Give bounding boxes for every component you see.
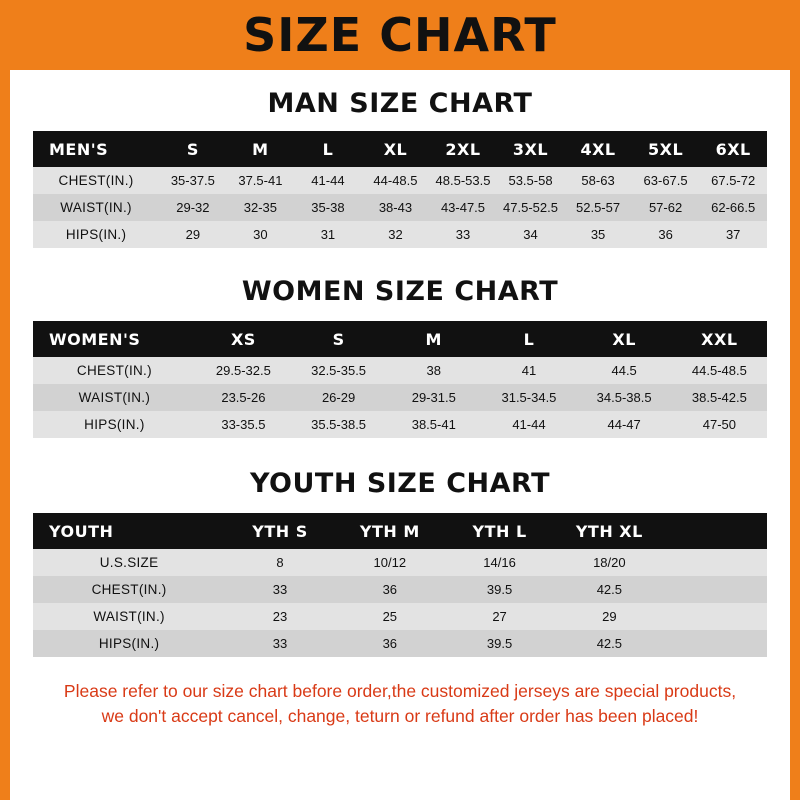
youth-row0-spacer — [664, 549, 767, 576]
youth-row0-cell2: 10/12 — [373, 555, 407, 570]
men-header-cell-7: 4XL — [580, 139, 616, 159]
men-header-cell-5: 2XL — [445, 139, 481, 159]
women-row0-cell3: 38 — [426, 363, 441, 378]
men-row0-cell2: 37.5-41 — [238, 173, 283, 188]
women-size-table-wrapper — [33, 321, 767, 438]
youth-header-cell-3: YTH L — [472, 521, 527, 541]
men-row1-label: WAIST(IN.) — [60, 200, 132, 215]
men-section-title: MAN SIZE CHART — [267, 88, 533, 119]
table-row — [33, 603, 767, 630]
women-row1-cell4: 31.5-34.5 — [501, 390, 557, 405]
men-row0-cell1: 35-37.5 — [170, 173, 215, 188]
men-row2-cell4: 32 — [388, 227, 403, 242]
men-row2-cell1: 29 — [185, 227, 201, 242]
men-row1-cell8: 57-62 — [648, 200, 683, 215]
men-row2-cell7: 35 — [590, 227, 606, 242]
women-header-cell-1: XS — [230, 329, 256, 349]
youth-header-row — [33, 513, 767, 549]
women-header-cell-2: S — [332, 329, 345, 349]
men-header-cell-0: MEN'S — [49, 139, 109, 159]
table-row — [33, 167, 767, 194]
men-row1-cell7: 52.5-57 — [576, 200, 621, 215]
youth-row2-spacer — [664, 603, 767, 630]
men-row0-cell5: 48.5-53.5 — [435, 173, 491, 188]
men-table-head — [33, 131, 767, 167]
youth-row3-cell3: 39.5 — [486, 636, 513, 651]
men-row1-cell1: 29-32 — [176, 200, 210, 215]
men-row2-cell6: 34 — [523, 227, 538, 242]
youth-table-body — [33, 549, 767, 657]
women-row2-cell2: 35.5-38.5 — [311, 417, 367, 432]
women-header-cell-4: L — [523, 329, 535, 349]
youth-row0-cell4: 18/20 — [593, 555, 626, 570]
women-row1-label: WAIST(IN.) — [78, 390, 151, 405]
men-header-cell-3: L — [322, 139, 334, 159]
men-row2-cell2: 30 — [253, 227, 268, 242]
youth-header-cell-1: YTH S — [252, 521, 308, 541]
youth-row1-cell2: 36 — [382, 582, 398, 597]
table-row — [33, 630, 767, 657]
men-header-cell-1: S — [186, 139, 199, 159]
youth-row0-cell1: 8 — [276, 555, 284, 570]
women-table-body — [33, 357, 767, 438]
youth-header-cell-2: YTH M — [359, 521, 420, 541]
women-header-cell-3: M — [425, 329, 442, 349]
youth-row3-label: HIPS(IN.) — [98, 636, 160, 651]
women-row2-cell6: 47-50 — [702, 417, 736, 432]
table-row — [33, 549, 767, 576]
women-table-head — [33, 321, 767, 357]
men-row2-cell3: 31 — [320, 227, 336, 242]
youth-row1-spacer — [664, 576, 767, 603]
youth-header-spacer — [664, 513, 767, 549]
men-row2-cell9: 37 — [725, 227, 741, 242]
youth-row1-label: CHEST(IN.) — [91, 582, 167, 597]
women-row1-cell6: 38.5-42.5 — [691, 390, 747, 405]
youth-row0-cell3: 14/16 — [483, 555, 516, 570]
youth-row2-cell4: 29 — [602, 609, 617, 624]
men-row0-cell6: 53.5-58 — [508, 173, 553, 188]
men-size-table-wrapper — [33, 131, 767, 248]
men-row0-cell8: 63-67.5 — [643, 173, 688, 188]
women-header-cell-5: XL — [612, 329, 636, 349]
women-row0-cell1: 29.5-32.5 — [215, 363, 271, 378]
women-size-table — [33, 321, 767, 438]
table-row — [33, 576, 767, 603]
women-row0-cell2: 32.5-35.5 — [311, 363, 367, 378]
youth-row0-label: U.S.SIZE — [99, 555, 159, 570]
youth-row2-cell1: 23 — [272, 609, 288, 624]
men-row0-cell7: 58-63 — [581, 173, 615, 188]
women-row1-cell1: 23.5-26 — [221, 390, 266, 405]
youth-row2-label: WAIST(IN.) — [93, 609, 165, 624]
order-policy-line-1: Please refer to our size chart before order,the customized jerseys are special products, — [63, 681, 737, 701]
women-header-cell-6: XXL — [701, 329, 738, 349]
women-section-title: WOMEN SIZE CHART — [241, 276, 559, 307]
men-row2-label: HIPS(IN.) — [65, 227, 127, 242]
youth-row2-cell2: 25 — [382, 609, 398, 624]
youth-row1-cell3: 39.5 — [486, 582, 513, 597]
order-policy-line-2: we don't accept cancel, change, teturn or refund after order has been placed! — [101, 706, 699, 727]
men-table-body — [33, 167, 767, 248]
women-row0-cell5: 44.5 — [611, 363, 637, 378]
order-policy-note — [26, 679, 774, 730]
table-row — [33, 194, 767, 221]
youth-row3-cell4: 42.5 — [596, 636, 622, 651]
women-row1-cell3: 29-31.5 — [411, 390, 456, 405]
men-row0-cell3: 41-44 — [311, 173, 345, 188]
table-row — [33, 384, 767, 411]
youth-header-cell-0: YOUTH — [49, 521, 114, 541]
men-row1-cell5: 43-47.5 — [440, 200, 486, 215]
youth-table-head — [33, 513, 767, 549]
women-row0-label: CHEST(IN.) — [76, 363, 152, 378]
table-row — [33, 357, 767, 384]
table-row — [33, 411, 767, 438]
men-header-row — [33, 131, 767, 167]
men-size-table — [33, 131, 767, 248]
men-row1-cell4: 38-43 — [378, 200, 413, 215]
men-header-cell-8: 5XL — [647, 139, 684, 159]
women-row2-label: HIPS(IN.) — [84, 417, 145, 432]
women-row2-cell1: 33-35.5 — [221, 417, 266, 432]
men-header-cell-9: 6XL — [715, 139, 751, 159]
men-row1-cell9: 62-66.5 — [711, 200, 756, 215]
men-row0-cell4: 44-48.5 — [373, 173, 418, 188]
youth-row1-cell4: 42.5 — [596, 582, 622, 597]
page-title: SIZE CHART — [243, 8, 557, 62]
page-banner — [0, 0, 800, 70]
youth-row1-cell1: 33 — [272, 582, 288, 597]
women-row0-cell4: 41 — [521, 363, 537, 378]
women-row2-cell5: 44-47 — [607, 417, 641, 432]
youth-row3-cell2: 36 — [382, 636, 398, 651]
women-row2-cell4: 41-44 — [512, 417, 546, 432]
women-header-row — [33, 321, 767, 357]
men-row2-cell8: 36 — [658, 227, 673, 242]
youth-row3-spacer — [664, 630, 767, 657]
men-row0-label: CHEST(IN.) — [58, 173, 134, 188]
youth-section-title: YOUTH SIZE CHART — [249, 468, 551, 499]
women-header-cell-0: WOMEN'S — [49, 329, 141, 349]
men-row0-cell9: 67.5-72 — [711, 173, 756, 188]
men-row1-cell6: 47.5-52.5 — [503, 200, 558, 215]
youth-size-table — [33, 513, 767, 657]
men-row1-cell2: 32-35 — [243, 200, 278, 215]
men-row1-cell3: 35-38 — [311, 200, 345, 215]
youth-size-table-wrapper — [33, 513, 767, 657]
women-row2-cell3: 38.5-41 — [411, 417, 456, 432]
men-header-cell-6: 3XL — [512, 139, 549, 159]
women-row0-cell6: 44.5-48.5 — [691, 363, 747, 378]
men-row2-cell5: 33 — [455, 227, 471, 242]
table-row — [33, 221, 767, 248]
youth-row2-cell3: 27 — [492, 609, 507, 624]
youth-row3-cell1: 33 — [272, 636, 288, 651]
women-row1-cell5: 34.5-38.5 — [596, 390, 652, 405]
men-header-cell-4: XL — [383, 139, 408, 159]
youth-header-cell-4: YTH XL — [575, 521, 643, 541]
women-row1-cell2: 26-29 — [321, 390, 356, 405]
men-header-cell-2: M — [252, 139, 269, 159]
